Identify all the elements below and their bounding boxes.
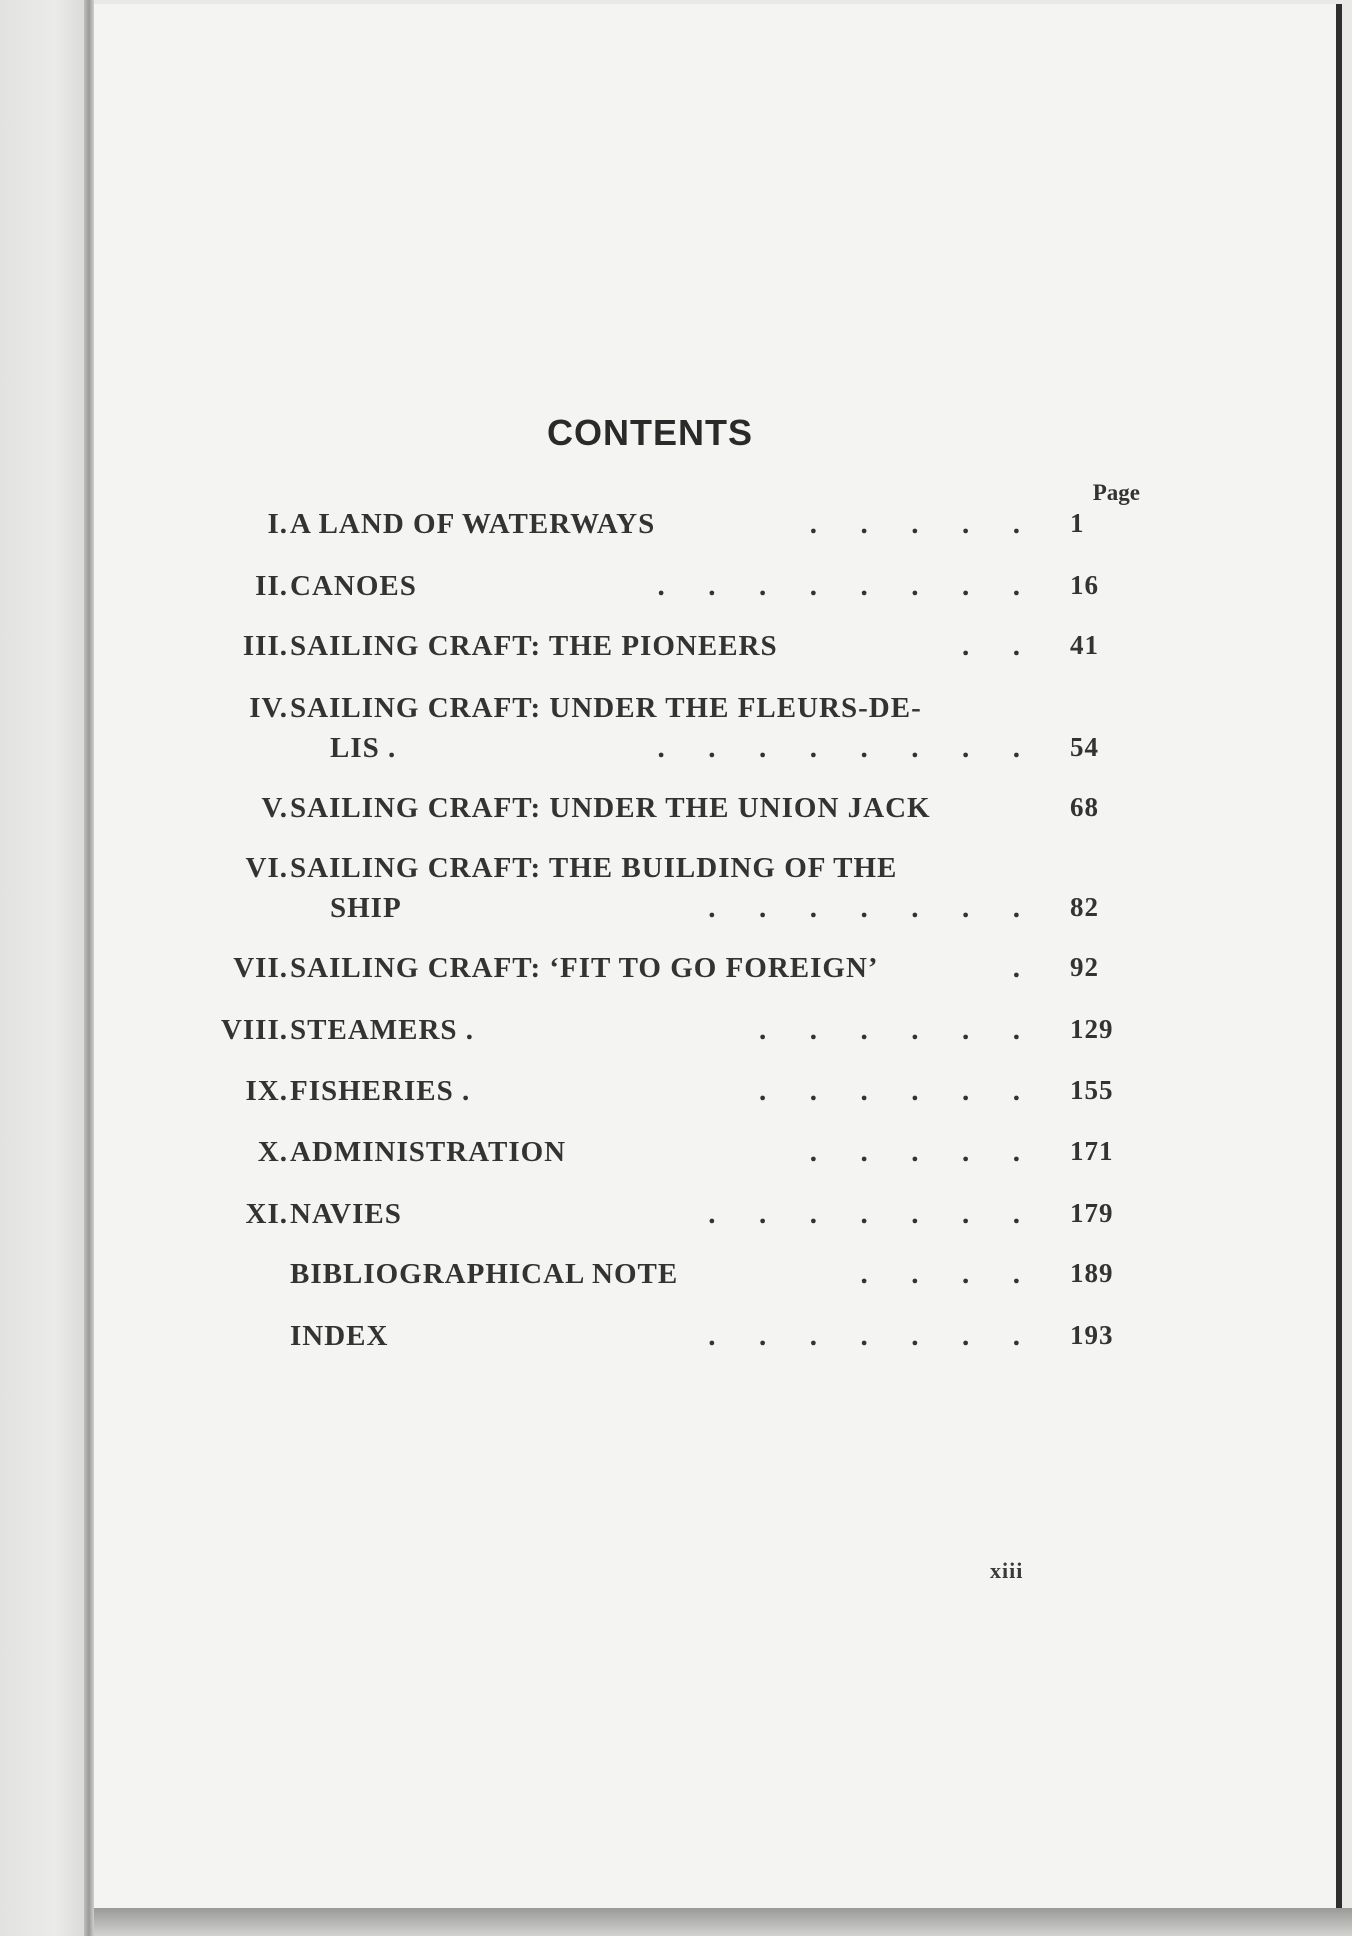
leader-dots: . . . . . .	[759, 1075, 1020, 1107]
leader-dots: . . . .	[860, 1258, 1020, 1290]
leader-dots: . . . . . . . .	[657, 570, 1020, 602]
page-folio: xiii	[990, 1558, 1024, 1583]
chapter-title: SAILING CRAFT: UNDER THE UNION JACK	[290, 792, 931, 824]
chapter-title: STEAMERS .	[290, 1014, 475, 1046]
toc-entry	[0, 952, 1352, 992]
chapter-number: III.	[242, 630, 288, 662]
chapter-title: SAILING CRAFT: THE PIONEERS	[290, 630, 778, 662]
page-number: 82	[1070, 892, 1099, 922]
chapter-title: NAVIES	[290, 1198, 402, 1230]
chapter-title: SAILING CRAFT: THE BUILDING OF THE	[290, 852, 898, 884]
chapter-number: I.	[267, 508, 288, 540]
chapter-number: VIII.	[220, 1014, 288, 1046]
contents-title: CONTENTS	[547, 412, 753, 453]
leader-dots: .	[1012, 952, 1020, 984]
chapter-number: IX.	[245, 1075, 288, 1107]
leader-dots: . . . . . . . .	[657, 732, 1020, 764]
page-number: 129	[1070, 1014, 1114, 1044]
page-number: 68	[1070, 792, 1099, 822]
page-number: 155	[1070, 1075, 1114, 1105]
chapter-title: ADMINISTRATION	[290, 1136, 567, 1168]
page-number: 179	[1070, 1198, 1114, 1228]
page-column-heading: Page	[1092, 480, 1140, 505]
toc-entry	[0, 508, 1352, 548]
toc-entry	[0, 570, 1352, 610]
chapter-number: V.	[261, 792, 288, 824]
chapter-number: IV.	[249, 692, 288, 724]
chapter-title: CANOES	[290, 570, 417, 602]
section-title: INDEX	[290, 1320, 389, 1352]
toc-entry	[0, 1320, 1352, 1360]
toc-entry	[0, 1014, 1352, 1054]
chapter-number: XI.	[245, 1198, 288, 1230]
chapter-title-continuation: LIS .	[330, 732, 397, 764]
leader-dots: . . . . .	[809, 1136, 1020, 1168]
page-number: 92	[1070, 952, 1099, 982]
toc-entry	[0, 792, 1352, 832]
page-number: 54	[1070, 732, 1099, 762]
chapter-title: A LAND OF WATERWAYS	[290, 508, 656, 540]
toc-entry	[0, 852, 1352, 892]
chapter-number: II.	[255, 570, 288, 602]
chapter-title: SAILING CRAFT: ‘FIT TO GO FOREIGN’	[290, 952, 879, 984]
chapter-title-continuation: SHIP	[330, 892, 402, 924]
page-number: 189	[1070, 1258, 1114, 1288]
page-number: 171	[1070, 1136, 1114, 1166]
chapter-title: FISHERIES .	[290, 1075, 471, 1107]
page-number: 1	[1070, 508, 1085, 538]
section-title: BIBLIOGRAPHICAL NOTE	[290, 1258, 679, 1290]
leader-dots: . . . . . . .	[708, 892, 1020, 924]
toc-entry	[0, 1075, 1352, 1115]
toc-entry	[0, 1136, 1352, 1176]
leader-dots: . .	[962, 630, 1020, 662]
toc-entry	[0, 1258, 1352, 1298]
page-number: 16	[1070, 570, 1099, 600]
chapter-title: SAILING CRAFT: UNDER THE FLEURS-DE-	[290, 692, 922, 724]
page-bottom-edge	[94, 1908, 1352, 1936]
chapter-number: VII.	[233, 952, 288, 984]
leader-dots: . . . . .	[809, 508, 1020, 540]
leader-dots: . . . . . . .	[708, 1198, 1020, 1230]
leader-dots: . . . . . . .	[708, 1320, 1020, 1352]
toc-entry	[0, 692, 1352, 732]
page-number: 41	[1070, 630, 1099, 660]
toc-entry-continuation	[0, 892, 1352, 932]
chapter-number: X.	[257, 1136, 288, 1168]
toc-entry-continuation	[0, 732, 1352, 772]
page-number: 193	[1070, 1320, 1114, 1350]
toc-entry	[0, 1198, 1352, 1238]
chapter-number: VI.	[245, 852, 288, 884]
toc-entry	[0, 630, 1352, 670]
leader-dots: . . . . . .	[759, 1014, 1020, 1046]
